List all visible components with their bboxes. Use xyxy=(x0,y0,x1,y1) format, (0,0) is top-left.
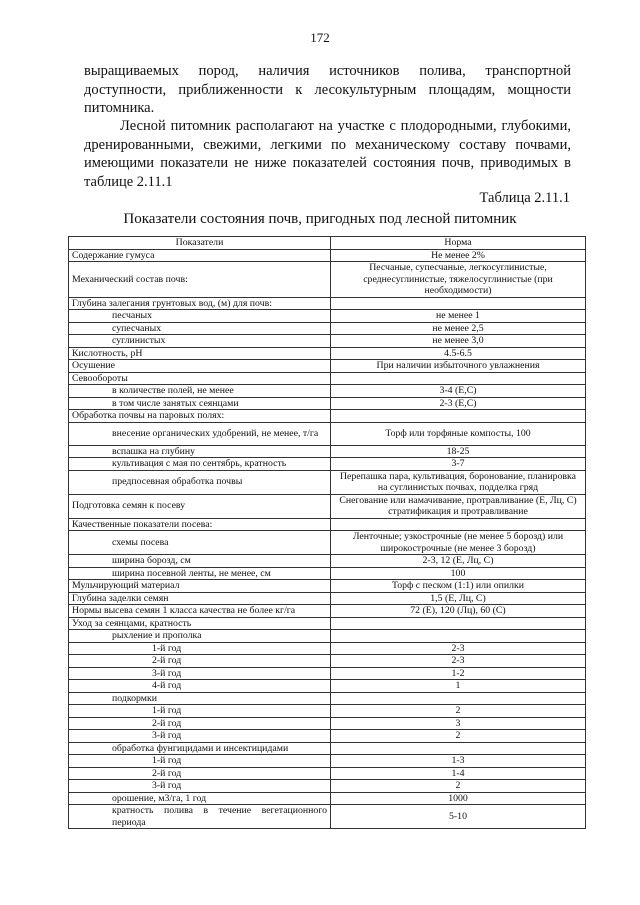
table-row xyxy=(69,805,586,829)
indicator-label: Севообороты xyxy=(72,372,128,384)
norm-cell: 1 xyxy=(331,680,586,693)
norm-cell: 2-3 xyxy=(331,642,586,655)
table-row xyxy=(69,385,586,398)
indicator-cell xyxy=(69,792,331,805)
table-row xyxy=(69,360,586,373)
header-indicators: Показатели xyxy=(69,237,331,250)
norm-cell xyxy=(331,617,586,630)
norm-cell: 3 xyxy=(331,717,586,730)
indicator-cell xyxy=(69,692,331,705)
indicator-cell xyxy=(69,262,331,298)
indicator-label: Глубина залегания грунтовых вод, (м) для почв: xyxy=(72,297,272,309)
table-row xyxy=(69,692,586,705)
norm-cell: 3-4 (Е,С) xyxy=(331,385,586,398)
indicator-label: ширина борозд, см xyxy=(112,555,191,566)
indicator-label: Механический состав почв: xyxy=(72,273,188,285)
norm-cell: 18-25 xyxy=(331,445,586,458)
indicator-label: кратность полива в течение вегетационного периода xyxy=(112,805,327,828)
indicator-label: Мульчирующий материал xyxy=(72,580,180,591)
indicator-label: ширина посевной ленты, не менее, см xyxy=(112,567,271,579)
table-row xyxy=(69,742,586,755)
norm-cell: Снегование или намачивание, протравливание (Е, Лц, С) стратификация и протравливание xyxy=(331,494,586,518)
paragraph-intro-continued: выращиваемых пород, наличия источников полива, транспортной доступности, приближенности к лесокультурным площадям, мощности питомника. xyxy=(84,63,571,116)
norm-cell: 1-3 xyxy=(331,755,586,768)
indicator-cell xyxy=(69,567,331,580)
table-row xyxy=(69,372,586,385)
indicator-cell xyxy=(69,322,331,335)
indicator-cell xyxy=(69,397,331,410)
indicator-label: Нормы высева семян 1 класса качества не более кг/га xyxy=(72,605,296,616)
indicator-cell xyxy=(69,755,331,768)
indicator-cell xyxy=(69,655,331,668)
indicator-label: Обработка почвы на паровых полях: xyxy=(72,410,225,421)
table-row xyxy=(69,518,586,531)
table-row xyxy=(69,249,586,262)
table-row xyxy=(69,730,586,743)
table-title: Показатели состояния почв, пригодных под лесной питомник xyxy=(123,211,517,227)
norm-cell xyxy=(331,630,586,643)
table-row xyxy=(69,422,586,445)
table-row xyxy=(69,767,586,780)
indicator-label: 3-й год xyxy=(152,730,182,741)
header-norm: Норма xyxy=(331,237,586,250)
norm-cell: не менее 1 xyxy=(331,310,586,323)
indicator-cell xyxy=(69,458,331,471)
indicator-label: Подготовка семян к посеву xyxy=(72,500,186,512)
indicator-cell xyxy=(69,310,331,323)
table-row xyxy=(69,531,586,555)
norm-cell: Перепашка пара, культивация, боронование, планировка на суглинистых почвах, подделка гряд xyxy=(331,470,586,494)
norm-cell: не менее 3,0 xyxy=(331,335,586,348)
table-row xyxy=(69,792,586,805)
table-row xyxy=(69,470,586,494)
indicator-label: песчаных xyxy=(112,310,152,321)
norm-cell: 100 xyxy=(331,567,586,580)
indicator-label: Качественные показатели посева: xyxy=(72,518,213,530)
indicator-cell xyxy=(69,385,331,398)
norm-cell: Песчаные, супесчаные, легкосуглинистые, среднесуглинистые, тяжелосуглинистые (при необходимости) xyxy=(331,262,586,298)
table-row xyxy=(69,458,586,471)
norm-cell xyxy=(331,742,586,755)
table-row xyxy=(69,655,586,668)
norm-cell xyxy=(331,692,586,705)
table-row xyxy=(69,262,586,298)
indicator-label: предпосевная обработка почвы xyxy=(112,476,243,488)
table-row xyxy=(69,630,586,643)
norm-cell xyxy=(331,372,586,385)
table-row xyxy=(69,680,586,693)
table-row xyxy=(69,642,586,655)
indicator-cell xyxy=(69,297,331,310)
table-row xyxy=(69,717,586,730)
indicator-cell xyxy=(69,605,331,618)
indicator-cell xyxy=(69,805,331,829)
indicator-label: вспашка на глубину xyxy=(112,445,196,457)
indicator-label: схемы посева xyxy=(112,536,169,548)
table-header-row xyxy=(69,237,586,250)
table-row xyxy=(69,755,586,768)
indicator-cell xyxy=(69,335,331,348)
norm-cell: 1-4 xyxy=(331,767,586,780)
indicator-label: обработка фунгицидами и инсектицидами xyxy=(112,742,289,754)
table-row xyxy=(69,397,586,410)
indicator-cell xyxy=(69,410,331,423)
indicator-label: 2-й год xyxy=(152,717,182,729)
norm-cell: 2-3 (Е,С) xyxy=(331,397,586,410)
norm-cell: 2 xyxy=(331,705,586,718)
indicator-label: Глубина заделки семян xyxy=(72,592,169,604)
indicator-cell xyxy=(69,249,331,262)
norm-cell: 2-3 xyxy=(331,655,586,668)
indicator-cell xyxy=(69,730,331,743)
indicator-label: 1-й год xyxy=(152,642,182,654)
soil-indicators-table xyxy=(68,236,586,829)
indicator-label: в количестве полей, не менее xyxy=(112,385,234,396)
indicator-cell xyxy=(69,780,331,793)
table-row xyxy=(69,580,586,593)
table-row xyxy=(69,347,586,360)
indicator-cell xyxy=(69,717,331,730)
norm-cell: Не менее 2% xyxy=(331,249,586,262)
indicator-cell xyxy=(69,592,331,605)
paragraph-nursery-requirements: Лесной питомник располагают на участке с плодородными, глубокими, дренированными, свежими, легкими по механическому составу почвами, имеющими показатели не ниже показателей состояния почв, приводимых в таблице 2.11.1 xyxy=(84,118,571,190)
table-row xyxy=(69,310,586,323)
indicator-cell xyxy=(69,667,331,680)
norm-cell xyxy=(331,297,586,310)
indicator-label: 2-й год xyxy=(152,767,182,779)
indicator-label: Осушение xyxy=(72,360,115,371)
indicator-cell xyxy=(69,494,331,518)
indicator-label: 4-й год xyxy=(152,680,182,691)
indicator-cell xyxy=(69,580,331,593)
table-row xyxy=(69,705,586,718)
indicator-cell xyxy=(69,470,331,494)
table-number: Таблица 2.11.1 xyxy=(479,190,570,206)
norm-cell: Торф с песком (1:1) или опилки xyxy=(331,580,586,593)
indicator-label: 3-й год xyxy=(152,780,182,791)
indicator-label: 3-й год xyxy=(152,667,182,679)
norm-cell: 1,5 (Е, Лц, С) xyxy=(331,592,586,605)
indicator-label: Уход за сеянцами, кратность xyxy=(72,617,192,629)
indicator-label: культивация с мая по сентябрь, кратность xyxy=(112,458,287,469)
table-row xyxy=(69,410,586,423)
norm-cell: 2-3, 12 (Е, Лц, С) xyxy=(331,555,586,568)
norm-cell: 2 xyxy=(331,730,586,743)
indicator-cell xyxy=(69,742,331,755)
norm-cell: Торф или торфяные компосты, 100 xyxy=(331,422,586,445)
norm-cell: Ленточные; узкострочные (не менее 5 борозд) или широкострочные (не менее 3 борозд) xyxy=(331,531,586,555)
table-row xyxy=(69,567,586,580)
indicator-label: 1-й год xyxy=(152,755,182,766)
norm-cell xyxy=(331,518,586,531)
table-row xyxy=(69,335,586,348)
indicator-label: подкормки xyxy=(112,692,157,704)
table-row xyxy=(69,494,586,518)
indicator-label: суглинистых xyxy=(112,335,166,346)
table-row xyxy=(69,667,586,680)
indicator-cell xyxy=(69,617,331,630)
indicator-cell xyxy=(69,372,331,385)
indicator-label: внесение органических удобрений, не менее, т/га xyxy=(112,427,319,439)
indicator-cell xyxy=(69,680,331,693)
indicator-label: супесчаных xyxy=(112,322,162,334)
table-row xyxy=(69,297,586,310)
indicator-cell xyxy=(69,767,331,780)
indicator-cell xyxy=(69,445,331,458)
table-row xyxy=(69,617,586,630)
indicator-label: рыхление и прополка xyxy=(112,630,202,641)
indicator-cell xyxy=(69,518,331,531)
table-row xyxy=(69,780,586,793)
indicator-label: Кислотность, pH xyxy=(72,347,143,359)
indicator-cell xyxy=(69,705,331,718)
table-row xyxy=(69,605,586,618)
indicator-cell xyxy=(69,347,331,360)
norm-cell: 1-2 xyxy=(331,667,586,680)
norm-cell xyxy=(331,410,586,423)
norm-cell: 5-10 xyxy=(331,805,586,829)
norm-cell: 3-7 xyxy=(331,458,586,471)
indicator-label: 1-й год xyxy=(152,705,182,716)
page-number: 172 xyxy=(310,30,330,45)
indicator-cell xyxy=(69,422,331,445)
norm-cell: При наличии избыточного увлажнения xyxy=(331,360,586,373)
indicator-cell xyxy=(69,642,331,655)
norm-cell: 1000 xyxy=(331,792,586,805)
indicator-label: Содержание гумуса xyxy=(72,249,155,261)
indicator-cell xyxy=(69,360,331,373)
indicator-cell xyxy=(69,555,331,568)
norm-cell: 4.5-6.5 xyxy=(331,347,586,360)
indicator-label: 2-й год xyxy=(152,655,182,666)
table-row xyxy=(69,445,586,458)
table-row xyxy=(69,592,586,605)
norm-cell: 72 (Е), 120 (Лц), 60 (С) xyxy=(331,605,586,618)
norm-cell: не менее 2,5 xyxy=(331,322,586,335)
indicator-cell xyxy=(69,630,331,643)
table-row xyxy=(69,322,586,335)
indicator-label: в том числе занятых сеянцами xyxy=(112,397,239,409)
norm-cell: 2 xyxy=(331,780,586,793)
indicator-cell xyxy=(69,531,331,555)
indicator-label: орошение, м3/га, 1 год xyxy=(112,792,207,804)
table-row xyxy=(69,555,586,568)
